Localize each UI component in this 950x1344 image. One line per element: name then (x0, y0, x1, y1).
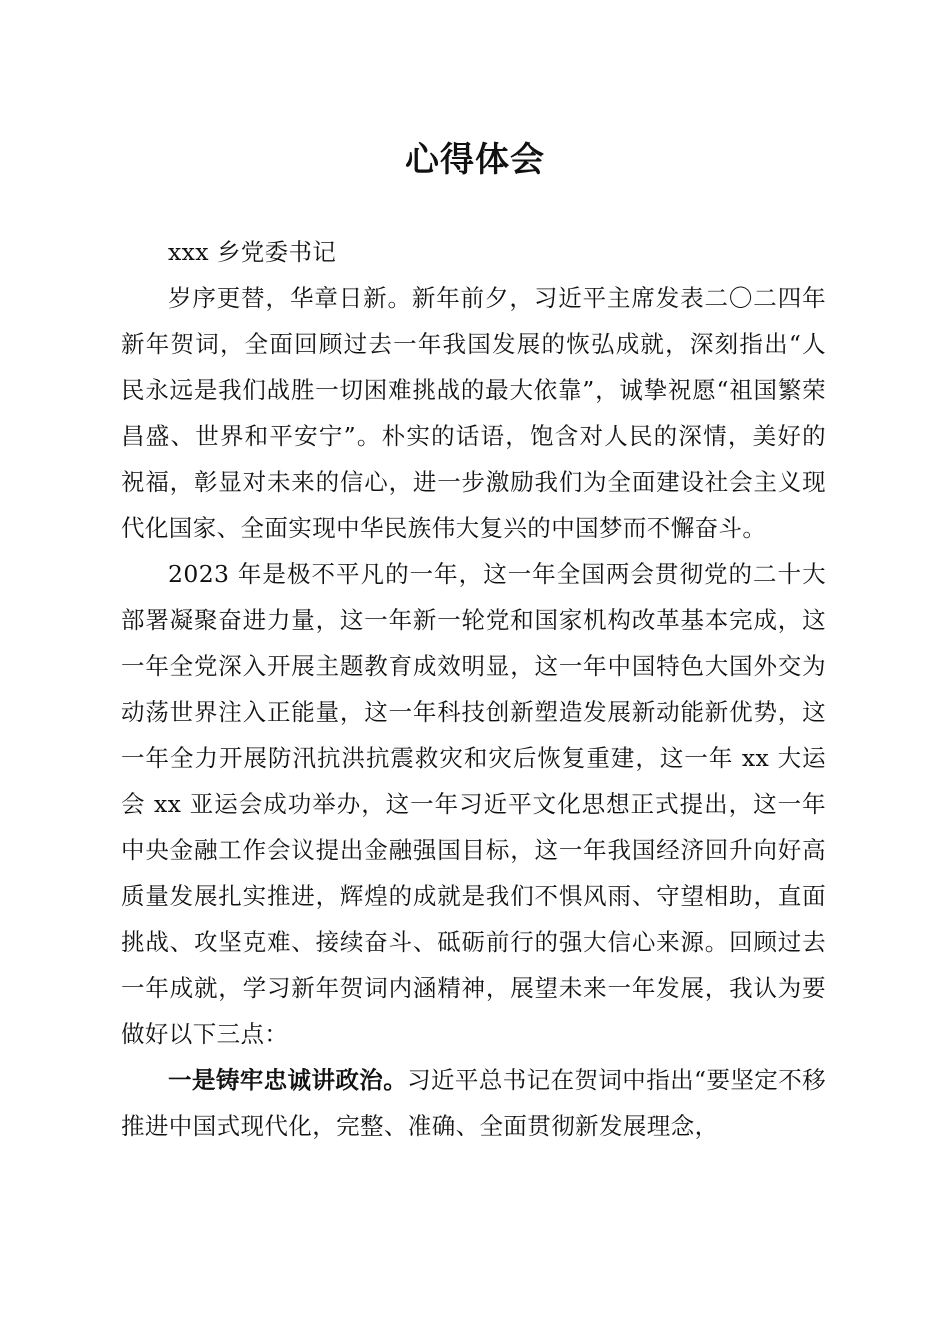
paragraph-1 (121, 275, 826, 551)
paragraph-1-text: 岁序更替，华章日新。新年前夕，习近平主席发表二〇二四年新年贺词，全面回顾过去一年我国发展的恢弘成就，深刻指出“人民永远是我们战胜一切困难挑战的最大依靠”，诚挚祝愿“祖国繁荣昌盛、世界和平安宁”。朴实的话语，饱含对人民的深情，美好的祝福，彰显对未来的信心，进一步激励我们为全面建设社会主义现代化国家、全面实现中华民族伟大复兴的中国梦而不懈奋斗。 (121, 284, 826, 542)
page-title: 心得体会 (405, 140, 545, 180)
author-line: xxx 乡党委书记 (168, 238, 337, 266)
document-body (121, 229, 826, 1149)
paragraph-2 (121, 551, 826, 1057)
paragraph-3 (121, 1057, 826, 1149)
paragraph-3-lead: 一是铸牢忠诚讲政治。 (168, 1066, 408, 1094)
paragraph-3-text: 习近平总书记在贺词中指出“要坚定不移推进中国式现代化，完整、准确、全面贯彻新发展理念， (121, 1066, 826, 1140)
paragraph-2-text: 2023 年是极不平凡的一年，这一年全国两会贯彻党的二十大部署凝聚奋进力量，这一年新一轮党和国家机构改革基本完成，这一年全党深入开展主题教育成效明显，这一年中国特色大国外交为动荡世界注入正能量，这一年科技创新塑造发展新动能新优势，这一年全力开展防汛抗洪抗震救灾和灾后恢复重建，这一年 xx 大运会 xx 亚运会成功举办，这一年习近平文化思想正式提出，这一年中央金融工作会议提出金融强国目标，这一年我国经济回升向好高质量发展扎实推进，辉煌的成就是我们不惧风雨、守望相助，直面挑战、攻坚克难、接续奋斗、砥砺前行的强大信心来源。回顾过去一年成就，学习新年贺词内涵精神，展望未来一年发展，我认为要做好以下三点： (121, 560, 826, 1048)
